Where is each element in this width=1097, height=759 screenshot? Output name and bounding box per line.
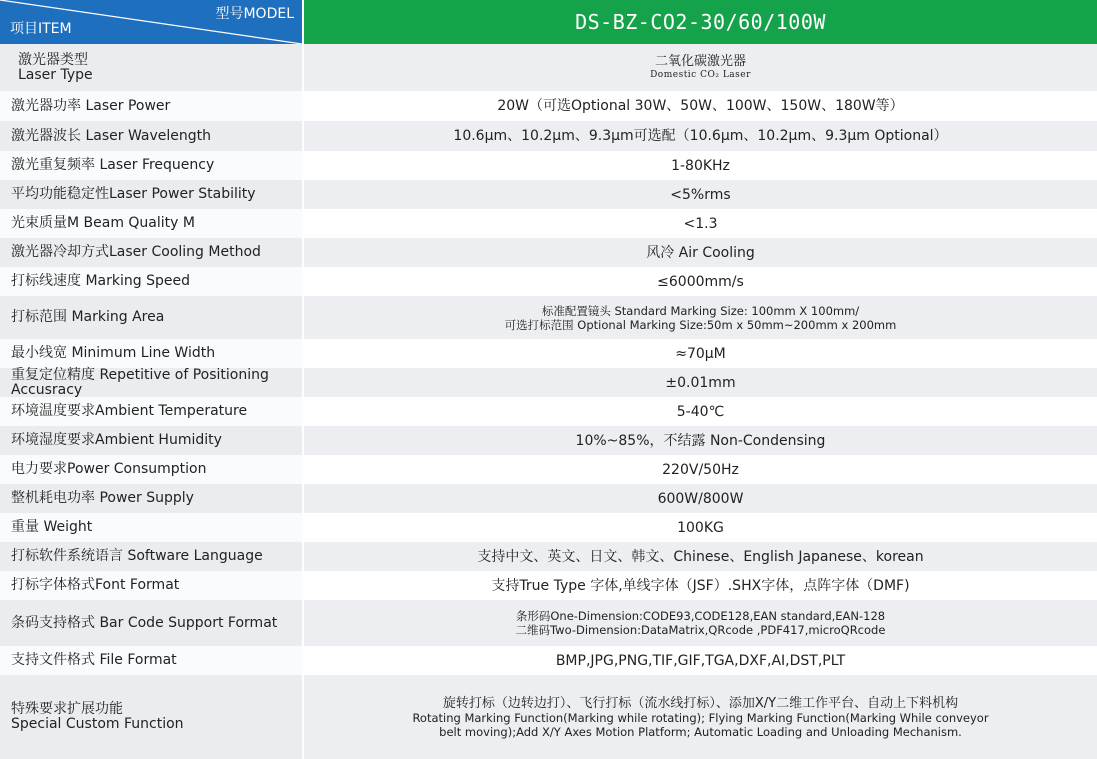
row-value-line: 条形码One-Dimension:CODE93,CODE128,EAN standard,EAN-128 bbox=[515, 609, 886, 623]
row-label: 环境湿度要求Ambient Humidity bbox=[0, 426, 302, 455]
row-label bbox=[0, 44, 302, 91]
table-row bbox=[0, 121, 1097, 151]
table-row bbox=[0, 675, 1097, 759]
table-row bbox=[0, 600, 1097, 646]
table-row bbox=[0, 513, 1097, 542]
row-value: 220V/50Hz bbox=[304, 455, 1097, 484]
table-row bbox=[0, 426, 1097, 455]
row-value-line: belt moving);Add X/Y Axes Motion Platform; Automatic Loading and Unloading Mechanism. bbox=[439, 724, 962, 739]
row-value: ±0.01mm bbox=[304, 368, 1097, 397]
row-value-line: 二氧化碳激光器 bbox=[654, 54, 746, 69]
row-label-line: Special Custom Function bbox=[11, 716, 184, 732]
row-label: 激光器冷却方式Laser Cooling Method bbox=[0, 238, 302, 267]
row-label: 条码支持格式 Bar Code Support Format bbox=[0, 600, 302, 646]
row-label: 打标线速度 Marking Speed bbox=[0, 267, 302, 296]
row-value: 10.6μm、10.2μm、9.3μm可选配（10.6μm、10.2μm、9.3μm Optional） bbox=[304, 121, 1097, 151]
row-value-line: 可选打标范围 Optional Marking Size:50m x 50mm~200mm x 200mm bbox=[504, 317, 897, 332]
row-label: 激光重复频率 Laser Frequency bbox=[0, 151, 302, 180]
row-value: 支持True Type 字体,单线字体（JSF）.SHX字体，点阵字体（DMF) bbox=[304, 571, 1097, 600]
row-label: 最小线宽 Minimum Line Width bbox=[0, 339, 302, 368]
row-label: 打标软件系统语言 Software Language bbox=[0, 542, 302, 571]
header-item-label: 项目ITEM bbox=[10, 21, 72, 37]
row-value: 600W/800W bbox=[304, 484, 1097, 513]
table-row bbox=[0, 455, 1097, 484]
row-value bbox=[304, 600, 1097, 646]
row-value: ≤6000mm/s bbox=[304, 267, 1097, 296]
table-row bbox=[0, 542, 1097, 571]
table-row bbox=[0, 339, 1097, 368]
row-value: 支持中文、英文、日文、韩文、Chinese、English Japanese、korean bbox=[304, 542, 1097, 571]
row-value: <5%rms bbox=[304, 180, 1097, 209]
row-value: 风冷 Air Cooling bbox=[304, 238, 1097, 267]
row-label-line: Laser Type bbox=[18, 66, 93, 83]
row-value: 20W（可选Optional 30W、50W、100W、150W、180W等） bbox=[304, 91, 1097, 121]
table-row bbox=[0, 151, 1097, 180]
row-label: 激光器功率 Laser Power bbox=[0, 91, 302, 121]
table-row bbox=[0, 296, 1097, 339]
table-row bbox=[0, 397, 1097, 426]
table-row bbox=[0, 44, 1097, 91]
row-label: 重量 Weight bbox=[0, 513, 302, 542]
row-value: 1-80KHz bbox=[304, 151, 1097, 180]
row-value: 5-40℃ bbox=[304, 397, 1097, 426]
row-label: 激光器波长 Laser Wavelength bbox=[0, 121, 302, 151]
row-value bbox=[304, 675, 1097, 759]
row-label: 重复定位精度 Repetitive of Positioning Accusracy bbox=[0, 368, 302, 397]
table-header bbox=[0, 0, 1097, 44]
spec-rows bbox=[0, 44, 1097, 759]
row-value bbox=[304, 44, 1097, 91]
row-label: 整机耗电功率 Power Supply bbox=[0, 484, 302, 513]
row-label: 支持文件格式 File Format bbox=[0, 646, 302, 675]
row-label-line: 特殊要求扩展功能 bbox=[11, 701, 123, 717]
table-row bbox=[0, 368, 1097, 397]
row-label: 光束质量M Beam Quality M bbox=[0, 209, 302, 238]
row-value: 10%~85%，不结露 Non-Condensing bbox=[304, 426, 1097, 455]
header-model-label: 型号MODEL bbox=[215, 6, 294, 22]
header-item-model-cell bbox=[0, 0, 302, 44]
row-value: 100KG bbox=[304, 513, 1097, 542]
row-label: 打标字体格式Font Format bbox=[0, 571, 302, 600]
table-row bbox=[0, 571, 1097, 600]
row-value: <1.3 bbox=[304, 209, 1097, 238]
table-row bbox=[0, 646, 1097, 675]
table-row bbox=[0, 267, 1097, 296]
row-label-line: 激光器类型 bbox=[18, 51, 88, 68]
row-value: ≈70μM bbox=[304, 339, 1097, 368]
table-row bbox=[0, 180, 1097, 209]
row-value-line: 旋转打标（边转边打）、飞行打标（流水线打标）、添加X/Y二维工作平台、自动上下料机构 bbox=[442, 695, 959, 711]
table-row bbox=[0, 484, 1097, 513]
row-label: 打标范围 Marking Area bbox=[0, 296, 302, 339]
row-value: BMP,JPG,PNG,TIF,GIF,TGA,DXF,AI,DST,PLT bbox=[304, 646, 1097, 675]
row-value-line: Rotating Marking Function(Marking while rotating); Flying Marking Function(Marking While conveyor bbox=[412, 710, 989, 725]
table-row bbox=[0, 91, 1097, 121]
row-label bbox=[0, 675, 302, 759]
row-label: 平均功能稳定性Laser Power Stability bbox=[0, 180, 302, 209]
row-value bbox=[304, 296, 1097, 339]
table-row bbox=[0, 209, 1097, 238]
row-value-line: 二维码Two-Dimension:DataMatrix,QRcode ,PDF417,microQRcode bbox=[515, 623, 886, 637]
row-label: 电力要求Power Consumption bbox=[0, 455, 302, 484]
row-label: 环境温度要求Ambient Temperature bbox=[0, 397, 302, 426]
header-model-value: DS-BZ-CO2-30/60/100W bbox=[304, 0, 1097, 44]
row-value-line: 标准配置镜头 Standard Marking Size: 100mm X 100mm/ bbox=[541, 303, 860, 318]
table-row bbox=[0, 238, 1097, 267]
row-value-line: Domestic CO₂ Laser bbox=[650, 70, 751, 80]
